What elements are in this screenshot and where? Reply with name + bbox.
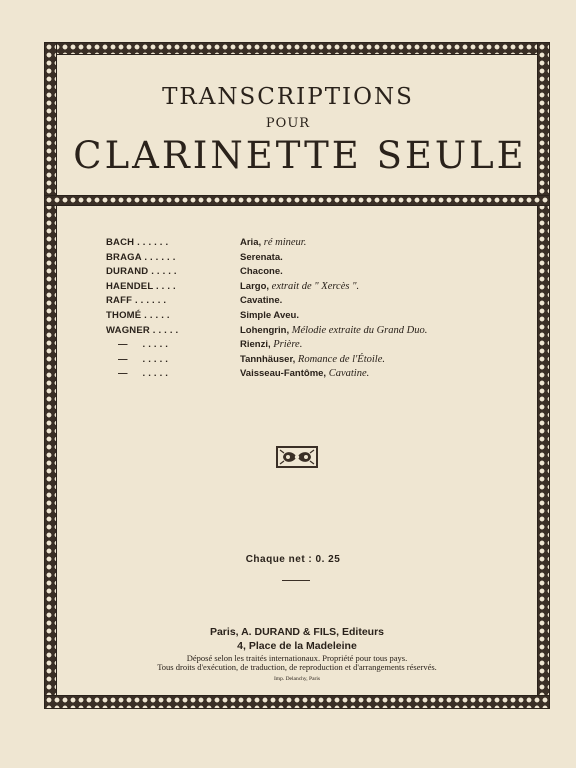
composer-name: — . . . . . (118, 353, 169, 365)
title-line-transcriptions: TRANSCRIPTIONS (162, 84, 414, 110)
work-title: Serenata. (240, 251, 283, 263)
work-title: Cavatine. (240, 295, 283, 307)
short-rule (282, 580, 310, 581)
title-line-instrument: CLARINETTE SEULE (73, 134, 527, 177)
composer-name: RAFF . . . . . . (106, 295, 167, 307)
list-item (106, 324, 506, 339)
work-title: Largo, extrait de " Xercès ". (240, 280, 360, 292)
list-item (106, 251, 506, 266)
work-title: Simple Aveu. (240, 309, 299, 321)
printer-credit: Imp. Delanchy, Paris (273, 676, 321, 682)
composer-name: — . . . . . (118, 368, 169, 380)
list-item (106, 309, 506, 324)
work-title: Chacone. (240, 266, 283, 278)
work-title: Aria, ré mineur. (240, 237, 307, 248)
rights-notice: Tous droits d'exécution, de traduction, de reproduction et d'arrangements réservés. (157, 662, 437, 672)
title-line-pour: POUR (265, 116, 311, 131)
list-item (106, 280, 506, 295)
composer-name: BACH . . . . . . (106, 237, 169, 248)
work-title: Tannhäuser, Romance de l'Étoile. (240, 353, 385, 365)
copyright-notice: Déposé selon les traités internationaux. Propriété pour tous pays. (186, 653, 408, 663)
ornamental-border-top (44, 42, 550, 55)
works-list (106, 236, 506, 382)
composer-name: THOMÉ . . . . . (106, 309, 170, 321)
composer-name: HAENDEL . . . . (106, 280, 176, 292)
list-item (106, 236, 506, 251)
work-title: Rienzi, Prière. (240, 339, 303, 351)
composer-name: BRAGA . . . . . . (106, 251, 176, 263)
ornamental-divider (44, 195, 550, 206)
list-item (106, 367, 506, 382)
price-label: Chaque net : 0. 25 (245, 554, 341, 565)
list-item (106, 353, 506, 368)
vignette-ornament (276, 446, 318, 468)
list-item (106, 294, 506, 309)
composer-name: DURAND . . . . . (106, 266, 177, 278)
composer-name: — . . . . . (118, 339, 169, 351)
list-item (106, 338, 506, 353)
publisher-line: Paris, A. DURAND & FILS, Editeurs (209, 626, 385, 638)
leaf-ornament-icon (278, 448, 316, 466)
ornamental-border-bottom (44, 695, 550, 709)
publisher-address: 4, Place de la Madeleine (237, 640, 357, 652)
composer-name: WAGNER . . . . . (106, 324, 179, 336)
work-title: Lohengrin, Mélodie extraite du Grand Duo. (240, 324, 428, 336)
list-item (106, 265, 506, 280)
work-title: Vaisseau-Fantôme, Cavatine. (240, 368, 370, 380)
